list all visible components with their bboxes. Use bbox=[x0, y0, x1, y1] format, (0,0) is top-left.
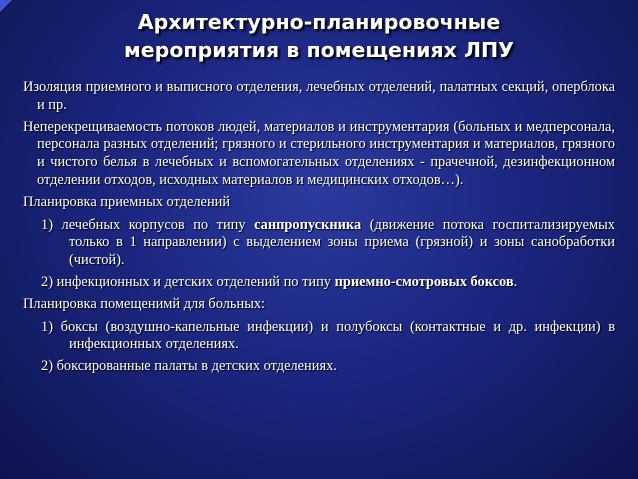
item-bold-term: приемно-смотровых боксов bbox=[334, 273, 514, 290]
item-text: 2) инфекционных и детских отделений по типу bbox=[41, 273, 335, 290]
paragraph-flows: Неперекрещиваемость потоков людей, материалов и инструментария (больных и медперсонала, персонала разных отделений; грязного и стерильного инструментария и материалов, грязного и чистого белья в лечебных и вспомогательных отделениях - прачечной, дезинфекционном отделении отходов, исходных материалов и медицинских отходов…). bbox=[23, 118, 615, 188]
item-text: 1) лечебных корпусов по типу bbox=[41, 216, 255, 233]
paragraph-patient-rooms: Планировка помещенимй для больных: bbox=[23, 295, 266, 312]
item-text: . bbox=[513, 273, 518, 290]
paragraph-reception-layout: Планировка приемных отделений bbox=[23, 193, 231, 210]
list-item-boxes: 1) боксы (воздушно-капельные инфекции) и полубоксы (контактные и др. инфекции) в инфекционных отделениях. bbox=[41, 318, 615, 353]
list-item-examination-boxes bbox=[23, 274, 615, 292]
title-line-1: Архитектурно-планировочные bbox=[137, 10, 501, 34]
list-item-sanitary-checkpoint bbox=[23, 217, 615, 270]
title-line-2: мероприятия в помещениях ЛПУ bbox=[124, 38, 514, 62]
list-item-boxed-wards: 2) боксированные палаты в детских отделениях. bbox=[41, 358, 337, 375]
slide-body bbox=[23, 79, 615, 376]
paragraph-isolation: Изоляция приемного и выписного отделения, лечебных отделений, палатных секций, оперблока и пр. bbox=[23, 79, 615, 113]
item-bold-term: санпропускника bbox=[254, 216, 362, 233]
item-text: (движение потока госпитализируемых только в 1 направлении) с выделением зоны приема (грязной) и зоны санобработки (чистой). bbox=[69, 216, 616, 269]
slide-title bbox=[0, 8, 638, 64]
